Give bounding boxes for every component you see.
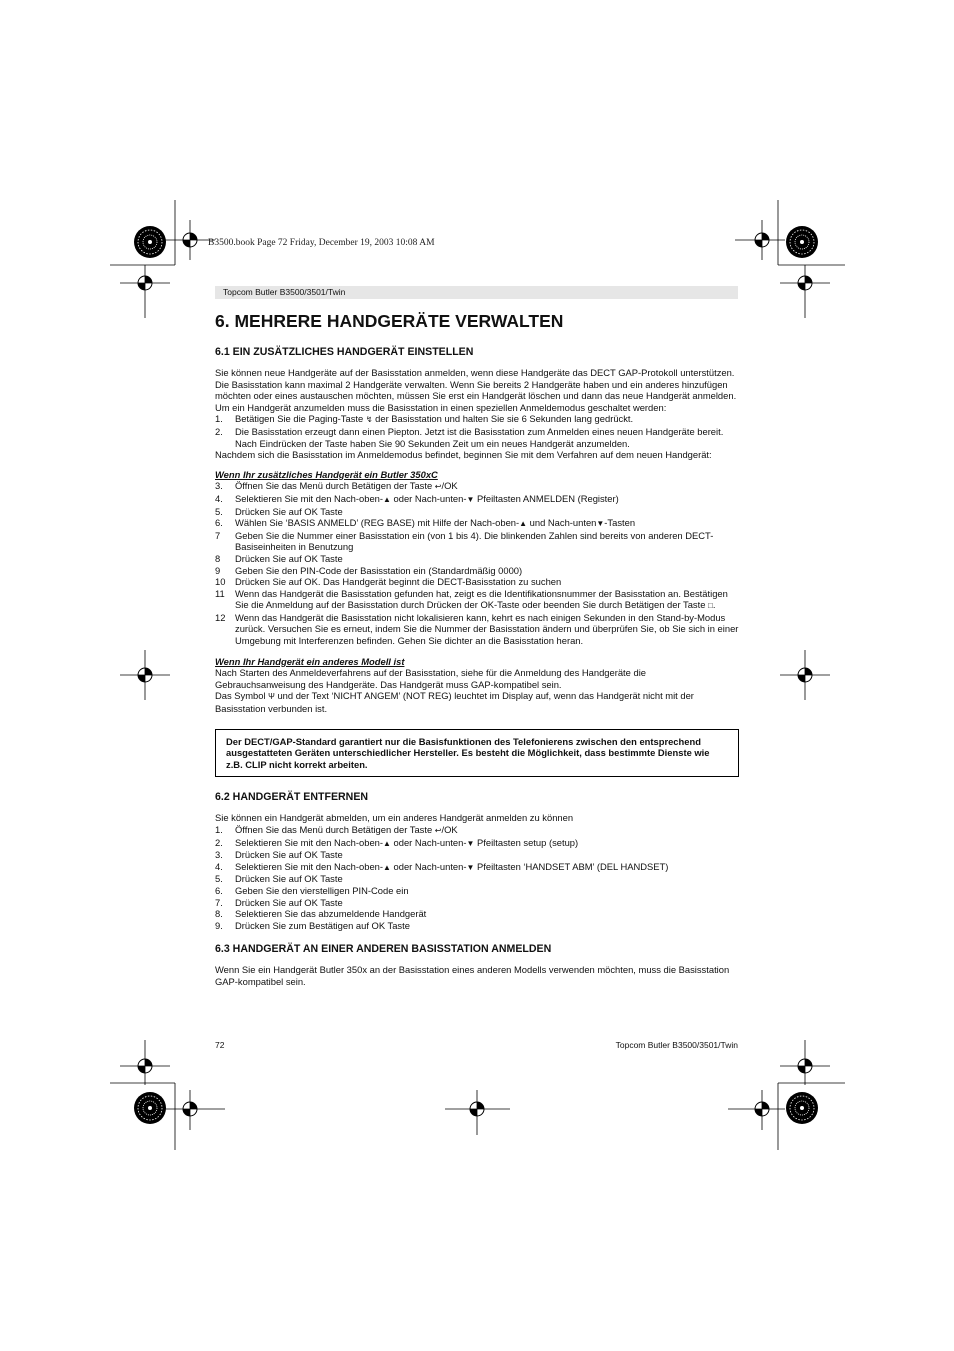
list-item: [215, 588, 739, 612]
step-number: 9: [215, 564, 221, 576]
step-number: 9.: [215, 919, 223, 931]
step-number: 3.: [215, 480, 223, 492]
up-arrow-icon: ▲: [383, 838, 391, 848]
step-number: 11: [215, 587, 225, 599]
list-item: [215, 861, 739, 874]
step-list: [215, 413, 739, 449]
list-item: [215, 576, 739, 588]
down-arrow-icon: ▼: [466, 838, 475, 848]
list-item: [215, 506, 739, 518]
step-text: Drücken Sie auf OK. Das Handgerät beginnt die DECT-Basisstation zu suchen: [235, 576, 562, 588]
paging-icon: ↯: [365, 415, 373, 425]
step-text: Drücken Sie auf OK Taste: [235, 896, 343, 908]
print-info-line: B3500.book Page 72 Friday, December 19, 2003 10:08 AM: [208, 238, 435, 248]
list-item: [215, 493, 739, 506]
step-text: Geben Sie die Nummer einer Basisstation ein (von 1 bis 4). Die blinkenden Zahlen sind bereits von anderen DECT-Basiseinheiten in Benutzung: [235, 529, 714, 553]
step-number: 4.: [215, 492, 223, 504]
list-item: [215, 426, 739, 449]
paragraph: Sie können neue Handgeräte auf der Basisstation anmelden, wenn diese Handgeräte das DECT GAP-Protokoll unterstützen.: [215, 367, 735, 378]
up-arrow-icon: ▲: [519, 519, 528, 529]
step-number: 1.: [215, 413, 223, 425]
list-item: [215, 885, 739, 897]
step-text: Drücken Sie auf OK Taste: [235, 873, 343, 885]
paragraph: Sie können ein Handgerät abmelden, um ein anderes Handgerät anmelden zu können: [215, 812, 574, 824]
section-heading-6-1: 6.1 EIN ZUSÄTZLICHES HANDGERÄT EINSTELLEN: [215, 346, 474, 358]
step-number: 8.: [215, 908, 223, 920]
step-text: Selektieren Sie mit den Nach-oben-▲ oder Nach-unten-▼ Pfeiltasten ‘HANDSET ABM’ (DEL HANDSET): [235, 860, 669, 872]
step-number: 12: [215, 611, 226, 623]
down-arrow-icon: ▼: [466, 862, 475, 872]
running-footer: Topcom Butler B3500/3501/Twin: [615, 1040, 738, 1050]
list-item: [215, 553, 739, 565]
step-text: Betätigen Sie die Paging-Taste ↯ der Basisstation und halten Sie sie 6 Sekunden lang gedrückt.: [235, 413, 634, 425]
note-box: Der DECT/GAP-Standard garantiert nur die Basisfunktionen des Telefonierens zwischen den entsprechend ausgestatteten Geräten unterschiedlicher Hersteller. Es besteht die Möglichkeit, dass bestimmte Dienste wie z.B. CLIP nicht korrekt arbeiten.: [215, 729, 739, 778]
menu-key-icon: ↩: [434, 826, 442, 835]
step-number: 2.: [215, 836, 223, 848]
list-item: [215, 530, 739, 553]
phonebook-icon: □: [708, 601, 713, 611]
step-number: 10: [215, 576, 226, 588]
menu-key-icon: ↩: [434, 482, 442, 492]
antenna-icon: Ψ: [268, 692, 275, 702]
list-item: [215, 824, 739, 837]
list-item: [215, 480, 739, 493]
list-item: [215, 920, 739, 932]
list-item: [215, 897, 739, 909]
step-text: Geben Sie den vierstelligen PIN-Code ein: [235, 884, 409, 896]
step-text: Wenn das Handgerät die Basisstation gefunden hat, zeigt es die Identifikationsnummer der Basisstation an. Bestätigen Sie die Anmeldung auf der Basisstation durch Drücken der OK-Taste oder beenden Sie durch Betätigen der Taste □.: [235, 587, 728, 611]
step-text: Drücken Sie auf OK Taste: [235, 552, 343, 564]
step-text: Öffnen Sie das Menü durch Betätigen der Taste ↩/OK: [235, 480, 458, 492]
step-text: Wählen Sie ‘BASIS ANMELD’ (REG BASE) mit Hilfe der Nach-oben-▲ und Nach-unten▼-Tasten: [235, 517, 636, 529]
page-content: [215, 308, 739, 988]
step-number: 7: [215, 529, 221, 541]
paragraph: Nach Starten des Anmeldeverfahrens auf der Basisstation, siehe für die Anmeldung des Handgeräte die Gebrauchsanweisung des Handgeräte. Das Handgerät muss GAP-kompatibel sein.: [215, 667, 646, 690]
list-item: [215, 908, 739, 920]
page-number: 72: [215, 1040, 225, 1050]
section-heading-6-3: 6.3 HANDGERÄT AN EINER ANDEREN BASISSTATION ANMELDEN: [215, 943, 552, 956]
step-number: 2.: [215, 425, 223, 437]
list-item: [215, 413, 739, 426]
paragraph: Wenn Sie ein Handgerät Butler 350x an der Basisstation eines anderen Modells verwenden möchten, muss die Basisstation GAP-kompatibel sein.: [215, 964, 730, 987]
chapter-title: 6. MEHRERE HANDGERÄTE VERWALTEN: [215, 311, 564, 331]
paragraph: Um ein Handgerät anzumelden muss die Basisstation in einen speziellen Anmeldemodus geschaltet werden:: [215, 401, 667, 413]
list-item: [215, 565, 739, 577]
step-list: [215, 824, 739, 931]
step-number: 1.: [215, 824, 223, 835]
list-item: [215, 517, 739, 530]
step-text: Drücken Sie zum Bestätigen auf OK Taste: [235, 919, 410, 931]
step-number: 4.: [215, 860, 223, 872]
step-text: Drücken Sie auf OK Taste: [235, 505, 343, 517]
paragraph: Das Symbol Ψ und der Text ‘NICHT ANGEM’ (NOT REG) leuchtet im Display auf, wenn das Handgerät nicht mit der Basisstation verbunden ist.: [215, 690, 694, 715]
paragraph: Nachdem sich die Basisstation im Anmeldemodus befindet, beginnen Sie mit dem Verfahren auf dem neuen Handgerät:: [215, 449, 712, 461]
step-number: 7.: [215, 896, 223, 908]
list-item: [215, 873, 739, 885]
running-header: Topcom Butler B3500/3501/Twin: [215, 286, 738, 299]
step-number: 6.: [215, 884, 223, 896]
step-text: Die Basisstation erzeugt dann einen Piepton. Jetzt ist die Basisstation zum Anmelden eines neuen Handgeräte bereit. Nach Eindrücken der Taste haben Sie 90 Sekunden Zeit um ein neues Handgerät anzumelden.: [235, 425, 724, 449]
up-arrow-icon: ▲: [383, 862, 391, 872]
step-number: 5.: [215, 873, 223, 885]
step-text: Selektieren Sie mit den Nach-oben-▲ oder Nach-unten-▼ Pfeiltasten ANMELDEN (Register): [235, 492, 619, 504]
step-number: 8: [215, 552, 221, 564]
list-item: [215, 612, 739, 647]
list-item: [215, 849, 739, 861]
paragraph: Die Basisstation kann maximal 2 Handgeräte verwalten. Wenn Sie bereits 2 Handgeräte haben und ein anderes hinzufügen möchten oder eines austauschen möchten, müssen Sie erst ein Handgerät löschen und dann das neue Handgerät anmelden.: [215, 378, 737, 402]
step-number: 5.: [215, 505, 223, 517]
step-text: Selektieren Sie das abzumeldende Handgerät: [235, 908, 427, 920]
step-list: [215, 480, 739, 646]
down-arrow-icon: ▼: [596, 519, 605, 529]
step-text: Geben Sie den PIN-Code der Basisstation ein (Standardmäßig 0000): [235, 564, 523, 576]
step-text: Selektieren Sie mit den Nach-oben-▲ oder Nach-unten-▼ Pfeiltasten setup (setup): [235, 836, 579, 848]
step-number: 3.: [215, 849, 223, 861]
step-text: Öffnen Sie das Menü durch Betätigen der Taste ↩/OK: [235, 824, 458, 835]
step-text: Wenn das Handgerät die Basisstation nicht lokalisieren kann, kehrt es nach einigen Sekunden in den Stand-by-Modus zurück. Versuchen Sie es erneut, indem Sie die Nummer der Basisstation ändern und überprüfen Sie, ob Sie sich in einer Umgebung mit Interferenzen befinden. Gehen Sie dichter an die Basisstation heran.: [235, 611, 739, 647]
up-arrow-icon: ▲: [383, 494, 391, 504]
step-text: Drücken Sie auf OK Taste: [235, 849, 343, 861]
down-arrow-icon: ▼: [466, 494, 475, 504]
section-heading-6-2: 6.2 HANDGERÄT ENTFERNEN: [215, 791, 369, 804]
subheading-butler: Wenn Ihr zusätzliches Handgerät ein Butler 350xC: [215, 468, 438, 480]
subheading-other-model: Wenn Ihr Handgerät ein anderes Modell ist: [215, 655, 405, 667]
list-item: [215, 837, 739, 850]
step-number: 6.: [215, 517, 223, 529]
